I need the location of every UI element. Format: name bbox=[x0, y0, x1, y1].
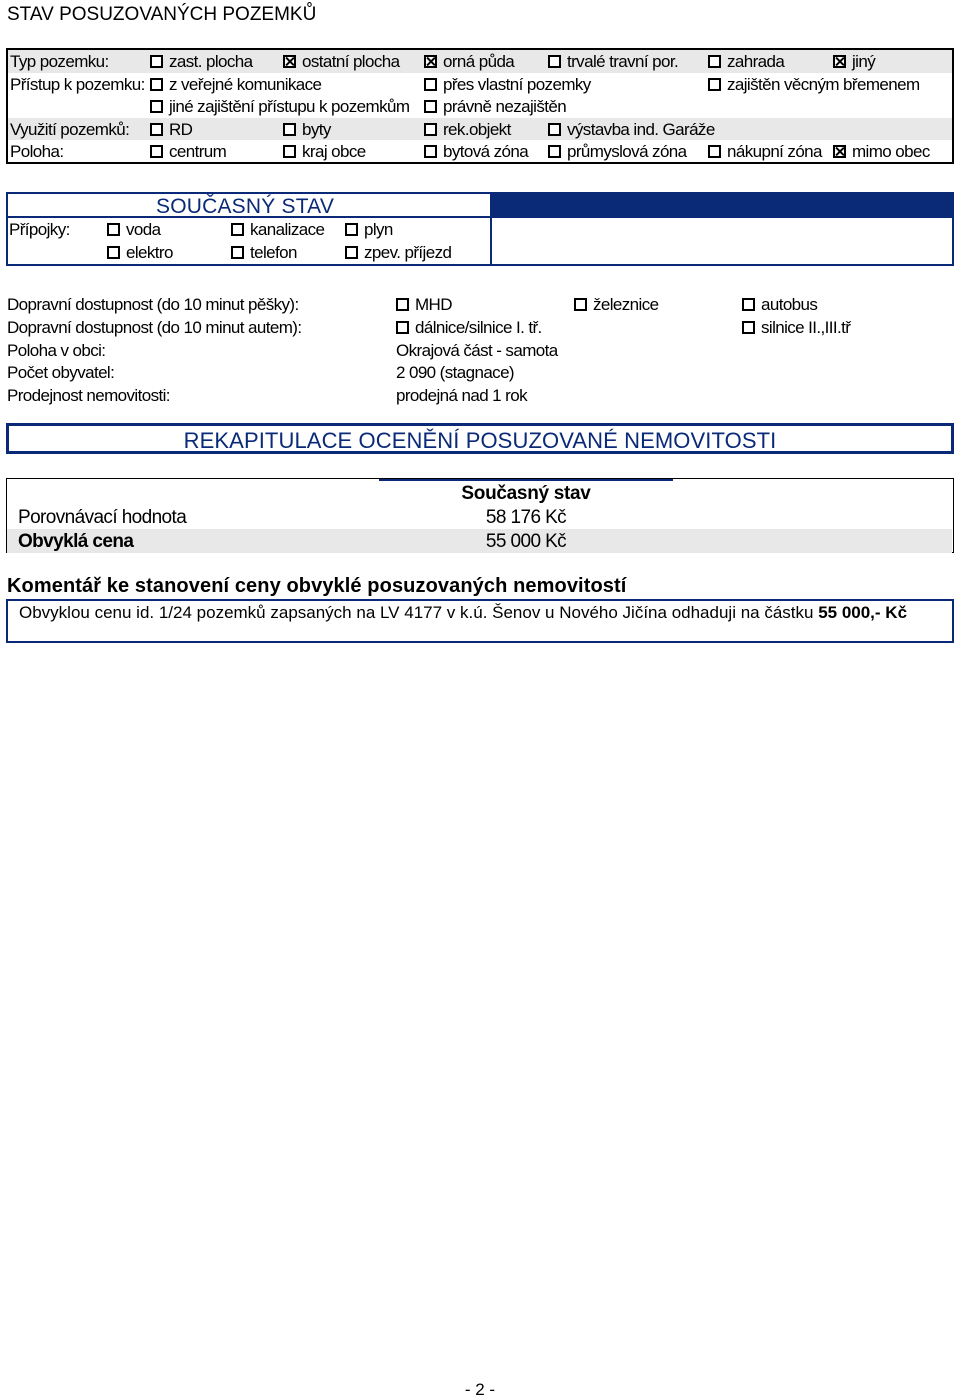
checkbox-icon[interactable] bbox=[424, 145, 437, 158]
car-access-option[interactable]: silnice II.,III.tř bbox=[742, 318, 850, 338]
connection-option[interactable]: kanalizace bbox=[231, 220, 324, 240]
access-option[interactable]: zajištěn věcným břemenem bbox=[708, 75, 920, 95]
comment-box bbox=[6, 599, 954, 643]
current-state-block bbox=[6, 192, 954, 266]
property-table bbox=[6, 48, 954, 164]
land-type-row bbox=[8, 50, 952, 73]
page-title: STAV POSUZOVANÝCH POZEMKŮ bbox=[7, 4, 317, 25]
checkbox-icon[interactable] bbox=[708, 145, 721, 158]
access-row-2 bbox=[8, 95, 952, 118]
checkbox-icon[interactable] bbox=[574, 298, 587, 311]
position-label: Poloha v obci: bbox=[7, 341, 106, 360]
checkbox-icon[interactable] bbox=[548, 145, 561, 158]
row-label: Porovnávací hodnota bbox=[18, 507, 187, 528]
location-option[interactable]: centrum bbox=[150, 142, 226, 162]
checkbox-icon[interactable] bbox=[424, 55, 437, 68]
land-type-option[interactable]: jiný bbox=[833, 52, 875, 72]
row-label: Obvyklá cena bbox=[18, 531, 134, 552]
land-use-option[interactable]: výstavba ind. Garáže bbox=[548, 120, 715, 140]
access-option[interactable]: přes vlastní pozemky bbox=[424, 75, 591, 95]
walk-access-option[interactable]: železnice bbox=[574, 295, 658, 315]
recap-title: REKAPITULACE OCENĚNÍ POSUZOVANÉ NEMOVITOSTI bbox=[183, 428, 777, 453]
state-title: SOUČASNÝ STAV bbox=[156, 195, 335, 218]
location-option[interactable]: průmyslová zóna bbox=[548, 142, 687, 162]
land-type-option[interactable]: ostatní plocha bbox=[283, 52, 399, 72]
checkbox-icon[interactable] bbox=[150, 55, 163, 68]
checkbox-icon[interactable] bbox=[150, 145, 163, 158]
row-value: 58 176 Kč bbox=[485, 507, 567, 528]
table-row bbox=[7, 529, 952, 553]
checkbox-icon[interactable] bbox=[708, 55, 721, 68]
column-header: Současný stav bbox=[461, 483, 591, 504]
land-type-option[interactable]: zast. plocha bbox=[150, 52, 253, 72]
land-type-option[interactable]: trvalé travní por. bbox=[548, 52, 678, 72]
population-label: Počet obyvatel: bbox=[7, 363, 115, 382]
connection-option[interactable]: telefon bbox=[231, 243, 297, 263]
checkbox-icon[interactable] bbox=[231, 246, 244, 259]
land-type-label: Typ pozemku: bbox=[10, 52, 109, 71]
land-use-option[interactable]: RD bbox=[150, 120, 192, 140]
land-use-option[interactable]: rek.objekt bbox=[424, 120, 511, 140]
row-value: 55 000 Kč bbox=[485, 531, 567, 552]
checkbox-icon[interactable] bbox=[833, 145, 846, 158]
checkbox-icon[interactable] bbox=[708, 78, 721, 91]
location-option[interactable]: bytová zóna bbox=[424, 142, 528, 162]
checkbox-icon[interactable] bbox=[424, 78, 437, 91]
page-number: - 2 - bbox=[464, 1380, 496, 1397]
car-access-label: Dopravní dostupnost (do 10 minut autem): bbox=[7, 318, 302, 337]
checkbox-icon[interactable] bbox=[345, 223, 358, 236]
land-use-option[interactable]: byty bbox=[283, 120, 331, 140]
walk-access-option[interactable]: autobus bbox=[742, 295, 817, 315]
position-value: Okrajová část - samota bbox=[396, 341, 558, 360]
checkbox-icon[interactable] bbox=[150, 78, 163, 91]
car-access-option[interactable]: dálnice/silnice I. tř. bbox=[396, 318, 542, 338]
land-type-option[interactable]: orná půda bbox=[424, 52, 514, 72]
access-row bbox=[8, 73, 952, 96]
connection-option[interactable]: voda bbox=[107, 220, 160, 240]
walk-access-label: Dopravní dostupnost (do 10 minut pěšky): bbox=[7, 295, 299, 314]
checkbox-icon[interactable] bbox=[396, 321, 409, 334]
checkbox-icon[interactable] bbox=[283, 55, 296, 68]
walk-access-option[interactable]: MHD bbox=[396, 295, 452, 315]
table-header-row bbox=[7, 481, 952, 505]
checkbox-icon[interactable] bbox=[283, 123, 296, 136]
access-option[interactable]: z veřejné komunikace bbox=[150, 75, 321, 95]
checkbox-icon[interactable] bbox=[283, 145, 296, 158]
saleability-value: prodejná nad 1 rok bbox=[396, 386, 527, 405]
population-value: 2 090 (stagnace) bbox=[396, 363, 514, 382]
checkbox-icon[interactable] bbox=[424, 100, 437, 113]
land-use-row bbox=[8, 118, 952, 141]
checkbox-icon[interactable] bbox=[150, 100, 163, 113]
comment-title: Komentář ke stanovení ceny obvyklé posuzovaných nemovitostí bbox=[7, 575, 627, 597]
checkbox-icon[interactable] bbox=[396, 298, 409, 311]
checkbox-icon[interactable] bbox=[150, 123, 163, 136]
land-type-option[interactable]: zahrada bbox=[708, 52, 784, 72]
connections-panel bbox=[8, 218, 492, 264]
connection-option[interactable]: zpev. příjezd bbox=[345, 243, 451, 263]
access-option[interactable]: právně nezajištěn bbox=[424, 97, 566, 117]
state-header bbox=[8, 194, 492, 218]
checkbox-icon[interactable] bbox=[548, 55, 561, 68]
location-option[interactable]: nákupní zóna bbox=[708, 142, 822, 162]
table-row bbox=[7, 505, 952, 529]
checkbox-icon[interactable] bbox=[107, 223, 120, 236]
access-option[interactable]: jiné zajištění přístupu k pozemkům bbox=[150, 97, 409, 117]
valuation-table bbox=[6, 478, 954, 553]
location-label: Poloha: bbox=[10, 142, 64, 161]
checkbox-icon[interactable] bbox=[548, 123, 561, 136]
checkbox-icon[interactable] bbox=[833, 55, 846, 68]
access-label: Přístup k pozemku: bbox=[10, 74, 145, 94]
connection-option[interactable]: plyn bbox=[345, 220, 393, 240]
checkbox-icon[interactable] bbox=[231, 223, 244, 236]
connections-label: Přípojky: bbox=[9, 220, 70, 239]
location-row bbox=[8, 140, 952, 163]
checkbox-icon[interactable] bbox=[742, 321, 755, 334]
recap-banner bbox=[6, 423, 954, 454]
comment-amount: 55 000,- Kč bbox=[818, 603, 908, 622]
connection-option[interactable]: elektro bbox=[107, 243, 173, 263]
location-option[interactable]: kraj obce bbox=[283, 142, 366, 162]
checkbox-icon[interactable] bbox=[345, 246, 358, 259]
location-option[interactable]: mimo obec bbox=[833, 142, 930, 162]
land-use-label: Využití pozemků: bbox=[10, 119, 130, 139]
saleability-label: Prodejnost nemovitosti: bbox=[7, 386, 170, 405]
checkbox-icon[interactable] bbox=[107, 246, 120, 259]
comment-text: Obvyklou cenu id. 1/24 pozemků zapsaných na LV 4177 v k.ú. Šenov u Nového Jičína odhaduji na částku 55 000,- Kč bbox=[19, 603, 908, 622]
checkbox-icon[interactable] bbox=[742, 298, 755, 311]
checkbox-icon[interactable] bbox=[424, 123, 437, 136]
